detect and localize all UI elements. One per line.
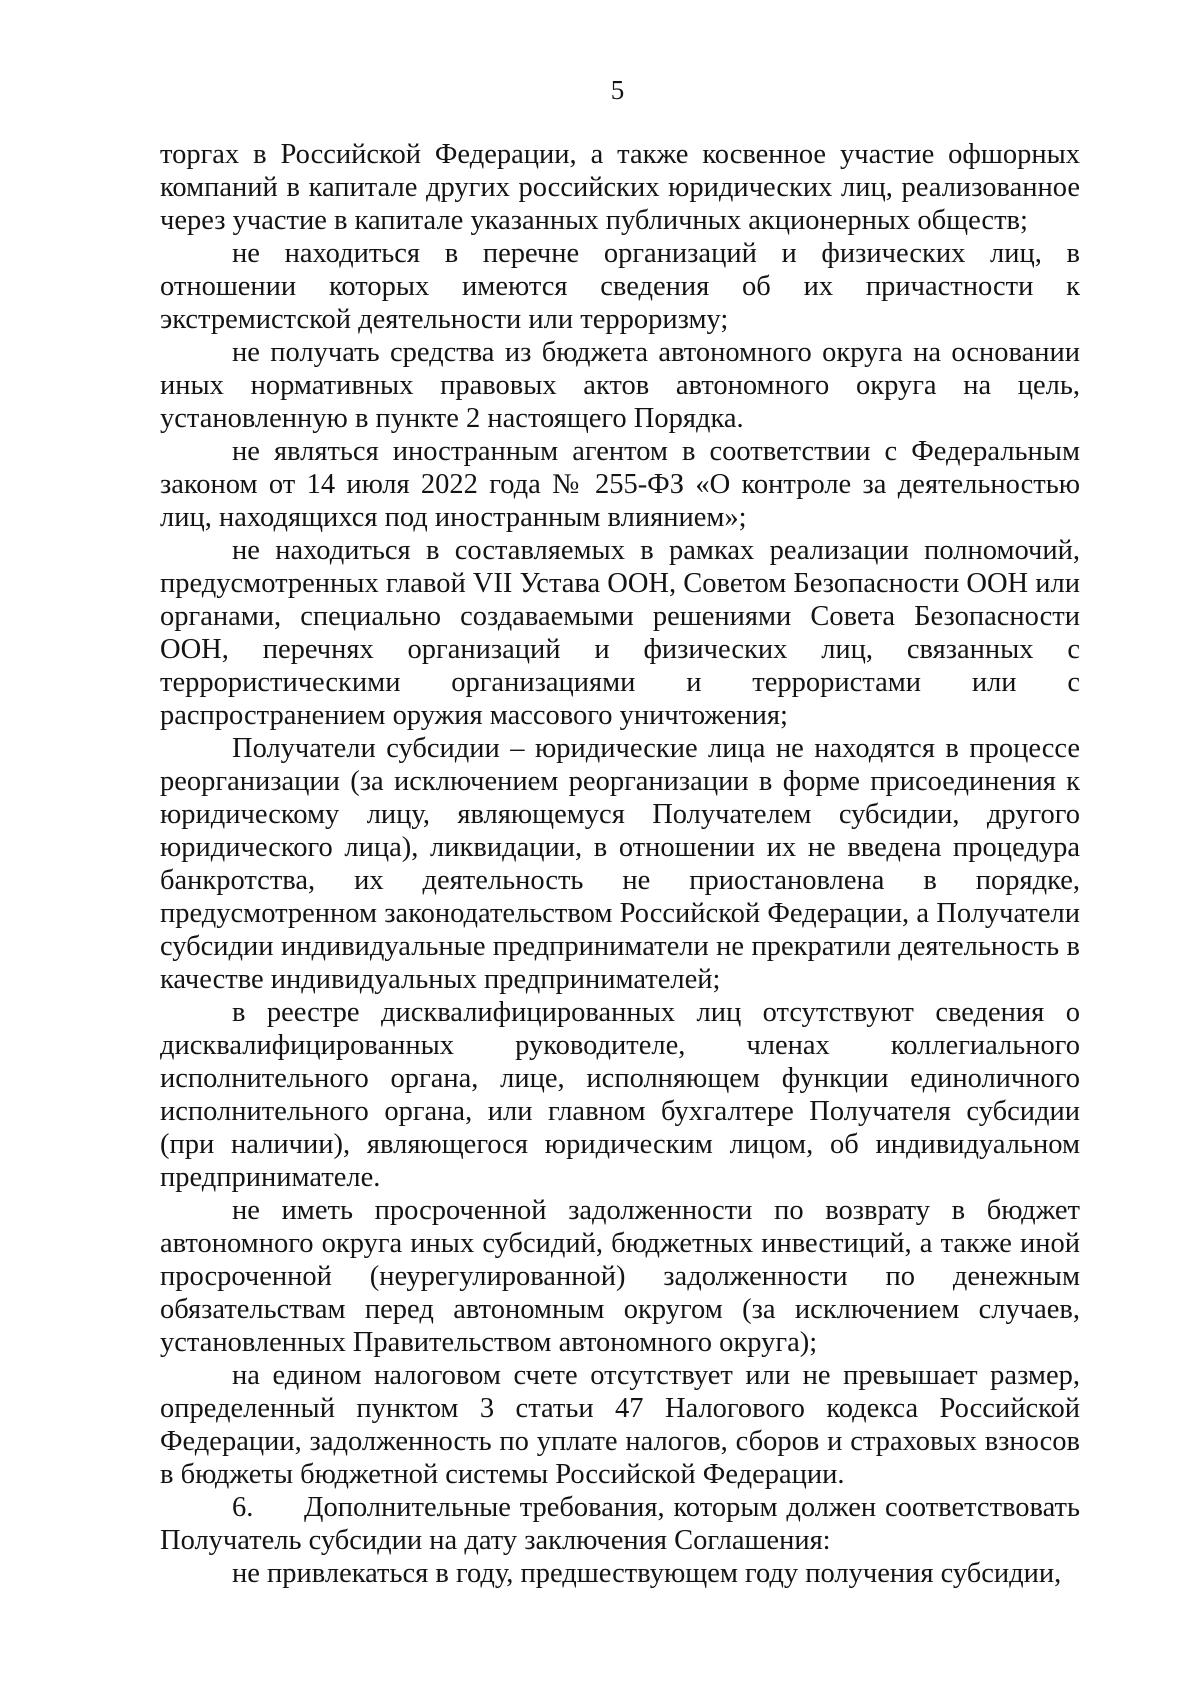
paragraph-reorganization: Получатели субсидии – юридические лица не находятся в процессе реорганизации (за исключением реорганизации в форме присоединения к юридическому лицу, являющемуся Получателем субсидии, другого юридического лица), ликвидации, в отношении их не введена процедура банкротства, их деятельность не приостановлена в порядке, предусмотренном законодательством Российской Федерации, а Получатели субсидии индивидуальные предприниматели не прекратили деятельность в качестве индивидуальных предпринимателей; (160, 733, 1080, 995)
paragraph-extremism-list: не находиться в перечне организаций и физических лиц, в отношении которых имеются сведения об их причастности к экстремистской деятельности или терроризму; (160, 238, 1080, 335)
item-number: 6. (232, 1492, 254, 1523)
paragraph-un-lists: не находиться в составляемых в рамках реализации полномочий, предусмотренных главой VII Устава ООН, Советом Безопасности ООН или органами, специально создаваемыми решениями Совета Безопасности ООН, перечнях организаций и физических лиц, связанных с террористическими организациями и террористами или с распространением оружия массового уничтожения; (160, 535, 1080, 731)
paragraph-tax-account: на едином налоговом счете отсутствует или не превышает размер, определенный пунктом 3 статьи 47 Налогового кодекса Российской Федерации, задолженность по уплате налогов, сборов и страховых взносов в бюджеты бюджетной системы Российской Федерации. (160, 1360, 1080, 1490)
paragraph-disqualified-persons: в реестре дисквалифицированных лиц отсутствуют сведения о дисквалифицированных руководителе, членах коллегиального исполнительного органа, лице, исполняющем функции единоличного исполнительного органа, или главном бухгалтере Получателя субсидии (при наличии), являющегося юридическим лицом, об индивидуальном предпринимателе. (160, 997, 1080, 1193)
document-body (160, 138, 1080, 1590)
page-number: 5 (610, 75, 625, 105)
numbered-item-6 (160, 1491, 1080, 1557)
paragraph-foreign-agent: не являться иностранным агентом в соответствии с Федеральным законом от 14 июля 2022 года № 255-ФЗ «О контроле за деятельностью лиц, находящихся под иностранным влиянием»; (160, 436, 1080, 533)
paragraph-overdue-debt: не иметь просроченной задолженности по возврату в бюджет автономного округа иных субсидий, бюджетных инвестиций, а также иной просроченной (неурегулированной) задолженности по денежным обязательствам перед автономным округом (за исключением случаев, установленных Правительством автономного округа); (160, 1195, 1080, 1358)
paragraph-last: не привлекаться в году, предшествующем году получения субсидии, (232, 1558, 1062, 1589)
paragraph-continuation: торгах в Российской Федерации, а также косвенное участие офшорных компаний в капитале других российских юридических лиц, реализованное через участие в капитале указанных публичных акционерных обществ; (160, 139, 1080, 236)
item-text: Дополнительные требования, которым должен соответствовать Получатель субсидии на дату заключения Соглашения: (160, 1492, 1080, 1556)
paragraph-no-other-funds: не получать средства из бюджета автономного округа на основании иных нормативных правовых актов автономного округа на цель, установленную в пункте 2 настоящего Порядка. (160, 337, 1080, 434)
